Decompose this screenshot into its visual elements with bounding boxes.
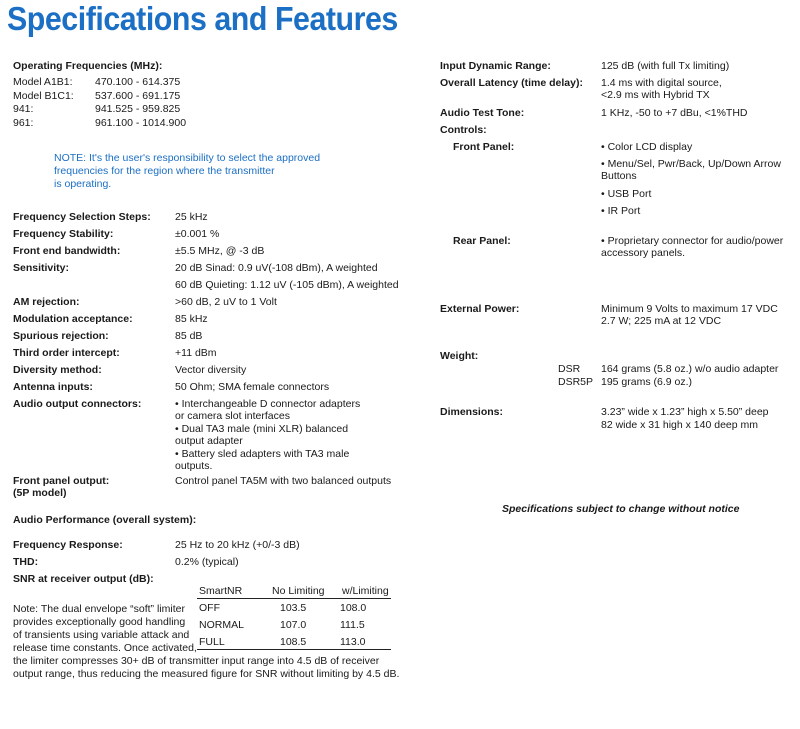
audio-perf-heading: Audio Performance (overall system):: [13, 514, 197, 526]
op-range: 961.100 - 1014.900: [95, 117, 187, 129]
limiter-note: output range, thus reducing the measured figure for SNR without limiting by 4.5 dB.: [13, 668, 400, 680]
spec-value: 60 dB Quieting: 1.12 uV (-105 dBm), A weighted: [175, 279, 399, 291]
spec-label: Overall Latency (time delay):: [440, 77, 583, 89]
limiter-note: of transients using variable attack and: [13, 629, 190, 641]
op-model: Model A1B1:: [13, 76, 73, 88]
table-cell: 107.0: [280, 619, 307, 631]
spec-value: Minimum 9 Volts to maximum 17 VDC: [601, 303, 778, 315]
spec-label: Diversity method:: [13, 364, 102, 376]
table-header: No Limiting: [272, 585, 325, 597]
frequency-note: NOTE: It's the user's responsibility to select the approved: [54, 152, 321, 164]
table-rule: [197, 649, 391, 650]
snr-label: SNR at receiver output (dB):: [13, 573, 154, 585]
spec-value: 125 dB (with full Tx limiting): [601, 60, 730, 72]
op-model: Model B1C1:: [13, 90, 74, 102]
spec-bullet: output adapter: [175, 435, 243, 447]
spec-bullet: • Color LCD display: [601, 141, 693, 153]
op-model: 941:: [13, 103, 34, 115]
spec-bullet: outputs.: [175, 460, 213, 472]
rear-panel-label: Rear Panel:: [453, 235, 511, 247]
spec-label: Dimensions:: [440, 406, 504, 418]
spec-bullet: • Battery sled adapters with TA3 male: [175, 448, 350, 460]
spec-value: 85 dB: [175, 330, 203, 342]
spec-value: 25 Hz to 20 kHz (+0/-3 dB): [175, 539, 300, 551]
spec-label: Controls:: [440, 124, 487, 136]
table-rule: [197, 598, 391, 599]
spec-value: ±5.5 MHz, @ -3 dB: [175, 245, 265, 257]
limiter-note: provides exceptionally good handling: [13, 616, 186, 628]
spec-value: +11 dBm: [175, 347, 217, 359]
page-title: Specifications and Features: [7, 0, 398, 37]
table-header: SmartNR: [199, 585, 243, 597]
spec-bullet: • Menu/Sel, Pwr/Back, Up/Down Arrow: [601, 158, 781, 170]
spec-label: Audio output connectors:: [13, 398, 142, 410]
spec-label: External Power:: [440, 303, 520, 315]
spec-label: THD:: [13, 556, 39, 568]
op-model: 961:: [13, 117, 34, 129]
spec-label: Antenna inputs:: [13, 381, 93, 393]
weight-model: DSR5P: [558, 376, 594, 388]
spec-label: AM rejection:: [13, 296, 80, 308]
front-panel-label: Front Panel:: [453, 141, 515, 153]
spec-value: 1 KHz, -50 to +7 dBu, <1%THD: [601, 107, 748, 119]
table-cell: 111.5: [340, 619, 365, 631]
spec-label: Sensitivity:: [13, 262, 70, 274]
spec-bullet: Buttons: [601, 170, 637, 182]
spec-value: 20 dB Sinad: 0.9 uV(-108 dBm), A weighted: [175, 262, 378, 274]
spec-value: >60 dB, 2 uV to 1 Volt: [175, 296, 277, 308]
spec-bullet: • Proprietary connector for audio/power: [601, 235, 784, 247]
op-range: 537.600 - 691.175: [95, 90, 181, 102]
op-range: 941.525 - 959.825: [95, 103, 181, 115]
spec-bullet: accessory panels.: [601, 247, 686, 259]
weight-model: DSR: [558, 363, 581, 375]
spec-value: 164 grams (5.8 oz.) w/o audio adapter: [601, 363, 779, 375]
spec-label: Third order intercept:: [13, 347, 120, 359]
spec-value: <2.9 ms with Hybrid TX: [601, 89, 710, 101]
spec-value: Control panel TA5M with two balanced outputs: [175, 475, 392, 487]
spec-value: 195 grams (6.9 oz.): [601, 376, 693, 388]
table-cell: 108.0: [340, 602, 367, 614]
spec-label: Frequency Selection Steps:: [13, 211, 151, 223]
limiter-note: release time constants. Once activated,: [13, 642, 197, 654]
notice: Specifications subject to change without notice: [502, 503, 740, 515]
table-cell: NORMAL: [199, 619, 244, 631]
spec-bullet: or camera slot interfaces: [175, 410, 290, 422]
spec-bullet: • Interchangeable D connector adapters: [175, 398, 361, 410]
spec-label: Modulation acceptance:: [13, 313, 133, 325]
operating-heading: Operating Frequencies (MHz):: [13, 60, 163, 72]
limiter-note: Note: The dual envelope “soft” limiter: [13, 603, 185, 615]
spec-value: 3.23” wide x 1.23” high x 5.50” deep: [601, 406, 769, 418]
spec-label: Front panel output:: [13, 475, 110, 487]
spec-label: Frequency Response:: [13, 539, 123, 551]
spec-value: 50 Ohm; SMA female connectors: [175, 381, 330, 393]
spec-label: Front end bandwidth:: [13, 245, 121, 257]
spec-bullet: • IR Port: [601, 205, 641, 217]
spec-value: ±0.001 %: [175, 228, 220, 240]
spec-value: Vector diversity: [175, 364, 247, 376]
spec-label: Spurious rejection:: [13, 330, 109, 342]
spec-value: 1.4 ms with digital source,: [601, 77, 722, 89]
table-cell: OFF: [199, 602, 220, 614]
spec-value: 82 wide x 31 high x 140 deep mm: [601, 419, 759, 431]
table-cell: 113.0: [340, 636, 366, 648]
spec-value: 0.2% (typical): [175, 556, 239, 568]
spec-label: Frequency Stability:: [13, 228, 114, 240]
spec-bullet: • Dual TA3 male (mini XLR) balanced: [175, 423, 349, 435]
table-cell: 108.5: [280, 636, 307, 648]
spec-label: Weight:: [440, 350, 479, 362]
spec-label: Audio Test Tone:: [440, 107, 525, 119]
spec-label: Input Dynamic Range:: [440, 60, 551, 72]
table-cell: 103.5: [280, 602, 307, 614]
limiter-note: the limiter compresses 30+ dB of transmitter input range into 4.5 dB of receiver: [13, 655, 380, 667]
table-header: w/Limiting: [342, 585, 389, 597]
table-cell: FULL: [199, 636, 225, 648]
op-range: 470.100 - 614.375: [95, 76, 181, 88]
spec-bullet: • USB Port: [601, 188, 652, 200]
spec-value: 85 kHz: [175, 313, 208, 325]
frequency-note: frequencies for the region where the transmitter: [54, 165, 275, 177]
spec-value: 2.7 W; 225 mA at 12 VDC: [601, 315, 722, 327]
spec-value: 25 kHz: [175, 211, 208, 223]
frequency-note: is operating.: [54, 178, 112, 190]
spec-label: (5P model): [13, 487, 67, 499]
